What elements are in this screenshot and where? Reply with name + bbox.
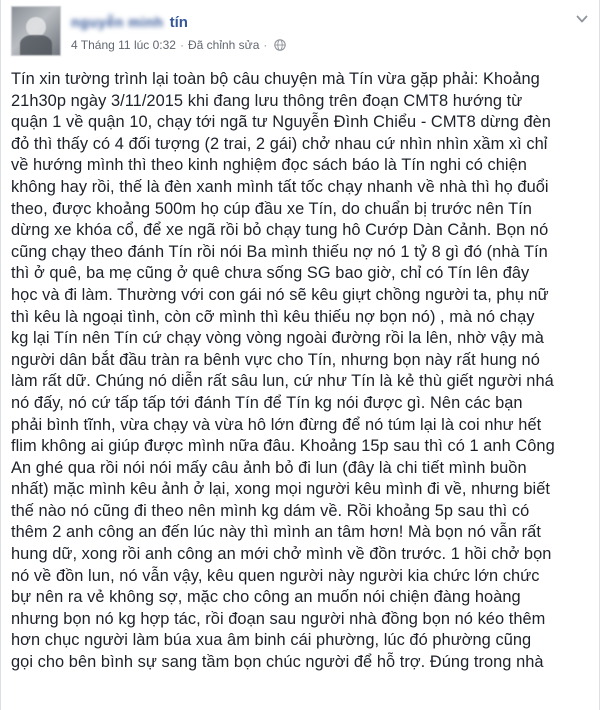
post-body-line: đỏ thì thấy có 4 đối tượng (2 trai, 2 gái) chở nhau cứ nhìn nhìn xầm xì chỉ [11, 134, 548, 153]
avatar[interactable] [11, 6, 61, 56]
post-body-line: dừng xe khóa cổ, để xe ngã rồi bỏ chạy tung hô Cướp Dàn Cảnh. Bọn nó [11, 221, 549, 240]
post-body-line: làm rất dữ. Chúng nó diễn rất sâu lun, cứ như Tín là kẻ thù giết người nhá [11, 372, 554, 391]
post-body-line: quận 1 về quận 10, chạy tới ngã tư Nguyễn Đình Chiểu - CMT8 dừng đèn [11, 113, 551, 132]
author-name[interactable] [71, 12, 188, 32]
post-body-line: cũng chạy theo đánh Tín rồi nói Ba mình thiếu nợ nó 1 tỷ 8 gì đó (nhà Tín [11, 242, 548, 261]
post-body-line: hung dữ, xong rồi anh công an mới chở mình về đồn trước. 1 hồi chở bọn [11, 545, 552, 564]
post-header [11, 6, 589, 58]
avatar-blur-body [20, 35, 52, 56]
post-body-line: theo, được khoảng 500m họ cúp đầu xe Tín, do chuẩn bị trước nên Tín [11, 199, 532, 218]
post-body-line: người dân bắt đầu tràn ra bênh vực cho Tín, nhưng bọn này rất hung nó [11, 350, 540, 369]
post-body-line: kg lại Tín nên Tín cứ chạy vòng vòng ngoài đường rồi la lên, nhờ vậy mà [11, 329, 544, 348]
post-body-line: nó về đồn lun, nó vẫn vậy, kêu quen người này người kia chức lớn chức [11, 566, 540, 585]
meta-separator: · [263, 38, 268, 52]
post-body-line: phải bình tĩnh, vừa chạy và vừa hô lớn đừng để nó túm lại là coi như hết [11, 415, 542, 434]
post-timestamp[interactable]: 4 Tháng 11 lúc 0:32 [71, 38, 176, 52]
post-body-line: An ghé qua rồi nói nói mấy câu ảnh bỏ đi lun (đây là chi tiết mình buồn [11, 458, 527, 477]
post-body-line: thì kêu là ngoại tình, còn cỡ mình thì kêu thiếu nợ bọn nó) , mà nó chạy [11, 307, 535, 326]
post-meta [71, 36, 286, 54]
post-body-line: flim không ai giúp được mình nữa đâu. Khoảng 15p sau thì có 1 anh Công [11, 437, 555, 456]
post-body-line: hơn chục người làm búa xua âm binh cái phường, lúc đó phường cũng [11, 631, 532, 650]
avatar-blur-face [26, 17, 46, 37]
author-name-blurred[interactable]: nguyễn minh [71, 14, 164, 30]
post-body-line: nó đấy, nó cứ tấp tấp tới đánh Tín để Tín kg nói được gì. Nên các bạn [11, 393, 523, 412]
post-body-line: 21h30p ngày 3/11/2015 khi đang lưu thông trên đoạn CMT8 hướng từ [11, 91, 523, 110]
post-body-line: thế nào nó cũng đi theo nên mình kg dám về. Rồi khoảng 5p sau thì có [11, 501, 530, 520]
meta-separator: · [179, 38, 184, 52]
post-body-line: nhất) mặc mình kêu ảnh ở lại, xong mọi người kêu mình đi về, nhưng biết [11, 480, 550, 499]
post-body-line: gọi cho bên bình sự sang tầm bọn chúc người để hỗ trợ. Đúng trong nhà [11, 653, 544, 672]
author-name-visible[interactable]: tín [169, 13, 188, 31]
post-body-line: không hay rồi, thế là đèn xanh mình tất tốc chạy nhanh về nhà thì họ đuổi [11, 177, 549, 196]
post-body-line: học và đi làm. Thường với con gái nó sẽ kêu giựt chồng người ta, phụ nữ [11, 285, 549, 304]
edited-label[interactable]: Đã chỉnh sửa [187, 38, 260, 52]
post-body-line: thì ở quê, ba mẹ cũng ở quê chưa sống SG bao giờ, chỉ có Tín lên đây [11, 264, 530, 283]
post-body-line: nhưng bọn nó kg hợp tác, rồi đoạn sau người nhà đồng bọn nó kéo thêm [11, 609, 546, 628]
post-body-line: Tín xin tường trình lại toàn bộ câu chuyện mà Tín vừa gặp phải: Khoảng [11, 70, 540, 88]
post-body-line: về hướng mình thì theo kinh nghiệm đọc sách báo là Tín nghi có chiện [11, 156, 527, 175]
post-body-line: thêm 2 anh công an đến lúc này thì mình an tâm hơn! Mà bọn nó vẫn rất [11, 523, 541, 542]
chevron-down-icon[interactable] [575, 12, 589, 26]
post-body-line: bự nên ra vẻ không sợ, mặc cho công an muốn nói chiện đàng hoàng [11, 588, 521, 607]
globe-icon[interactable] [274, 39, 286, 51]
post-body [11, 69, 593, 674]
